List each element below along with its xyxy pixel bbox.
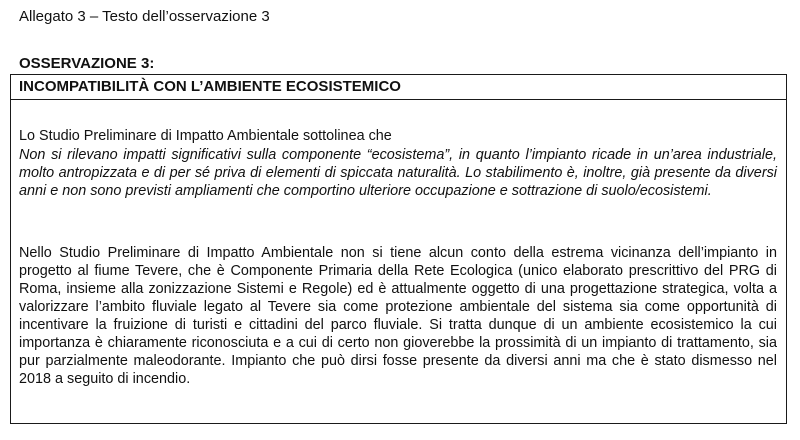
intro-paragraph: Lo Studio Preliminare di Impatto Ambientale sottolinea che xyxy=(19,128,392,144)
observation-box-title-row xyxy=(11,75,786,100)
quoted-paragraph: Non si rilevano impatti significativi sulla componente “ecosistema”, in quanto l’impianto ricade in un’area industriale, molto antropizzata e di per sé priva di elementi di spiccata naturalità. Lo stabilimento è, inoltre, già presente da diversi anni e non sono previsti ampliamenti che comportino ulteriore occupazione e sottrazione di suolo/ecosistemi. xyxy=(19,147,777,199)
observation-box xyxy=(10,74,787,424)
observation-heading: OSSERVAZIONE 3: xyxy=(19,55,155,72)
attachment-title: Allegato 3 – Testo dell’osservazione 3 xyxy=(19,8,270,25)
body-paragraph: Nello Studio Preliminare di Impatto Ambientale non si tiene alcun conto della estrema vicinanza dell’impianto in progetto al fiume Tevere, che è Componente Primaria della Rete Ecologica (unico elaborato prescrittivo del PRG di Roma, insieme alla zonizzazione Sistemi e Regole) ed è attualmente oggetto di una progettazione strategica, volta a valorizzare l’ambito fluviale legato al Tevere sia come protezione ambientale del sistema sia come opportunità di incentivare la fruizione di turisti e cittadini del parco fluviale. Si tratta dunque di un ambiente ecosistemico la cui importanza è chiaramente riconosciuta e a cui di certo non gioverebbe la prossimità di un impianto di trattamento, sia pur parzialmente maleodorante. Impianto che può dirsi fosse presente da diversi anni ma che è stato dismesso nel 2018 a seguito di incendio. xyxy=(19,245,777,387)
observation-box-title: INCOMPATIBILITÀ CON L’AMBIENTE ECOSISTEMICO xyxy=(19,78,401,95)
